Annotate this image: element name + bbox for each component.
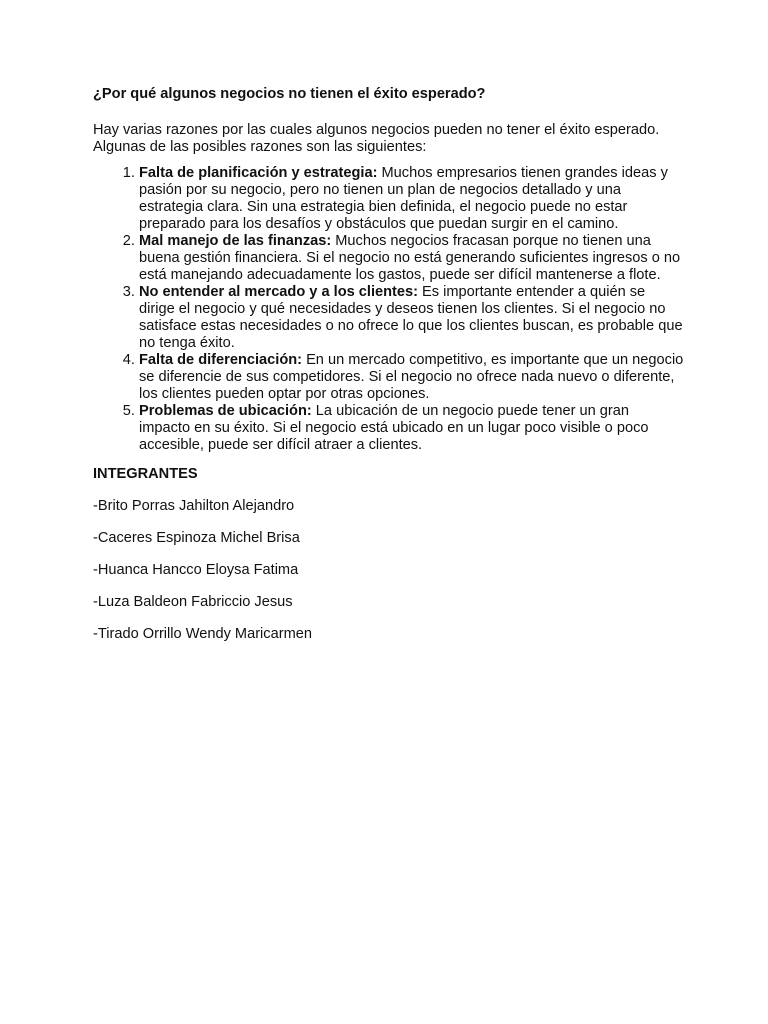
document-content [93, 86, 693, 658]
list-item [139, 284, 684, 352]
members-heading: INTEGRANTES [93, 466, 198, 482]
reason-heading: Mal manejo de las finanzas: [139, 233, 332, 249]
list-item [139, 352, 684, 403]
reason-heading: Falta de diferenciación: [139, 352, 303, 368]
reason-heading: Problemas de ubicación: [139, 403, 312, 419]
list-item [139, 233, 684, 284]
member-name: -Brito Porras Jahilton Alejandro [93, 498, 295, 514]
intro-paragraph: Hay varias razones por las cuales algunos negocios pueden no tener el éxito esperado. Algunas de las posibles razones son las siguientes: [93, 122, 660, 155]
reason-heading: Falta de planificación y estrategia: [139, 165, 378, 181]
member-name: -Luza Baldeon Fabriccio Jesus [93, 594, 293, 610]
member-name: -Huanca Hancco Eloysa Fatima [93, 562, 299, 578]
reason-heading: No entender al mercado y a los clientes: [139, 284, 418, 300]
reason-text: Muchos negocios fracasan porque no tienen una buena gestión financiera. Si el negocio no está generando suficientes ingresos o no está manejando adecuadamente los gastos, puede ser difícil mantenerse a flote. [139, 233, 681, 283]
reason-text: En un mercado competitivo, es importante que un negocio se diferencie de sus competidores. Si el negocio no ofrece nada nuevo o diferente, los clientes pueden optar por otras opciones. [139, 352, 684, 402]
document-title: ¿Por qué algunos negocios no tienen el éxito esperado? [93, 86, 486, 102]
reasons-list [93, 165, 684, 454]
reason-text: Es importante entender a quién se dirige el negocio y qué necesidades y deseos tienen los clientes. Si el negocio no satisface estas necesidades o no ofrece lo que los clientes buscan, es probable que no tenga éxito. [139, 284, 683, 351]
member-name: -Tirado Orrillo Wendy Maricarmen [93, 626, 312, 642]
list-item [139, 403, 684, 454]
list-item [139, 165, 684, 233]
reason-text: La ubicación de un negocio puede tener un gran impacto en su éxito. Si el negocio está ubicado en un lugar poco visible o poco accesible, puede ser difícil atraer a clientes. [139, 403, 649, 453]
reason-text: Muchos empresarios tienen grandes ideas y pasión por su negocio, pero no tienen un plan de negocios detallado y una estrategia clara. Sin una estrategia bien definida, el negocio puede no estar preparado para los desafíos y obstáculos que puedan surgir en el camino. [139, 165, 668, 232]
member-name: -Caceres Espinoza Michel Brisa [93, 530, 300, 546]
